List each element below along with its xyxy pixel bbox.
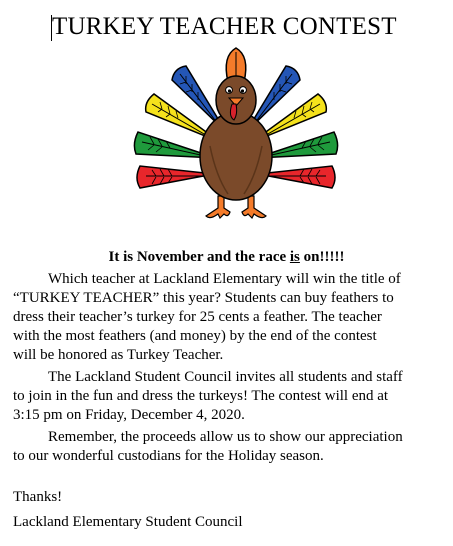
- text-line: dress their teacher’s turkey for 25 cents a feather. The teacher: [13, 309, 382, 325]
- line: [13, 428, 441, 447]
- text-line: Remember, the proceeds allow us to show our appreciation: [48, 429, 403, 445]
- page-title: TURKEY TEACHER CONTEST: [52, 13, 397, 40]
- text-line: will be honored as Turkey Teacher.: [13, 347, 224, 363]
- line: [13, 270, 441, 289]
- paragraph-2: [13, 368, 441, 425]
- headline: [0, 248, 453, 266]
- text-line: Which teacher at Lackland Elementary will win the title of: [48, 271, 401, 287]
- closing: Thanks!: [13, 489, 63, 505]
- paragraph-3: [13, 428, 441, 466]
- text-line: to join in the fun and dress the turkeys! The contest will end at: [13, 388, 389, 404]
- headline-text: It is November and the race: [108, 249, 290, 265]
- signature: Lackland Elementary Student Council: [13, 514, 243, 530]
- text-line: 3:15 pm on Friday, December 4, 2020.: [13, 407, 245, 423]
- turkey-icon: [132, 46, 340, 226]
- text-line: to our wonderful custodians for the Holiday season.: [13, 448, 324, 464]
- line: [13, 368, 441, 387]
- text-line: The Lackland Student Council invites all students and staff: [48, 369, 403, 385]
- headline-end: on!!!!!: [299, 249, 345, 265]
- text-line: “TURKEY TEACHER” this year? Students can buy feathers to: [13, 290, 394, 306]
- text-line: with the most feathers (and money) by the end of the contest: [13, 328, 377, 344]
- headline-underlined: is: [289, 249, 300, 265]
- turkey-wattle: [230, 104, 236, 120]
- turkey-body: [200, 112, 272, 200]
- paragraph-1: [13, 270, 441, 365]
